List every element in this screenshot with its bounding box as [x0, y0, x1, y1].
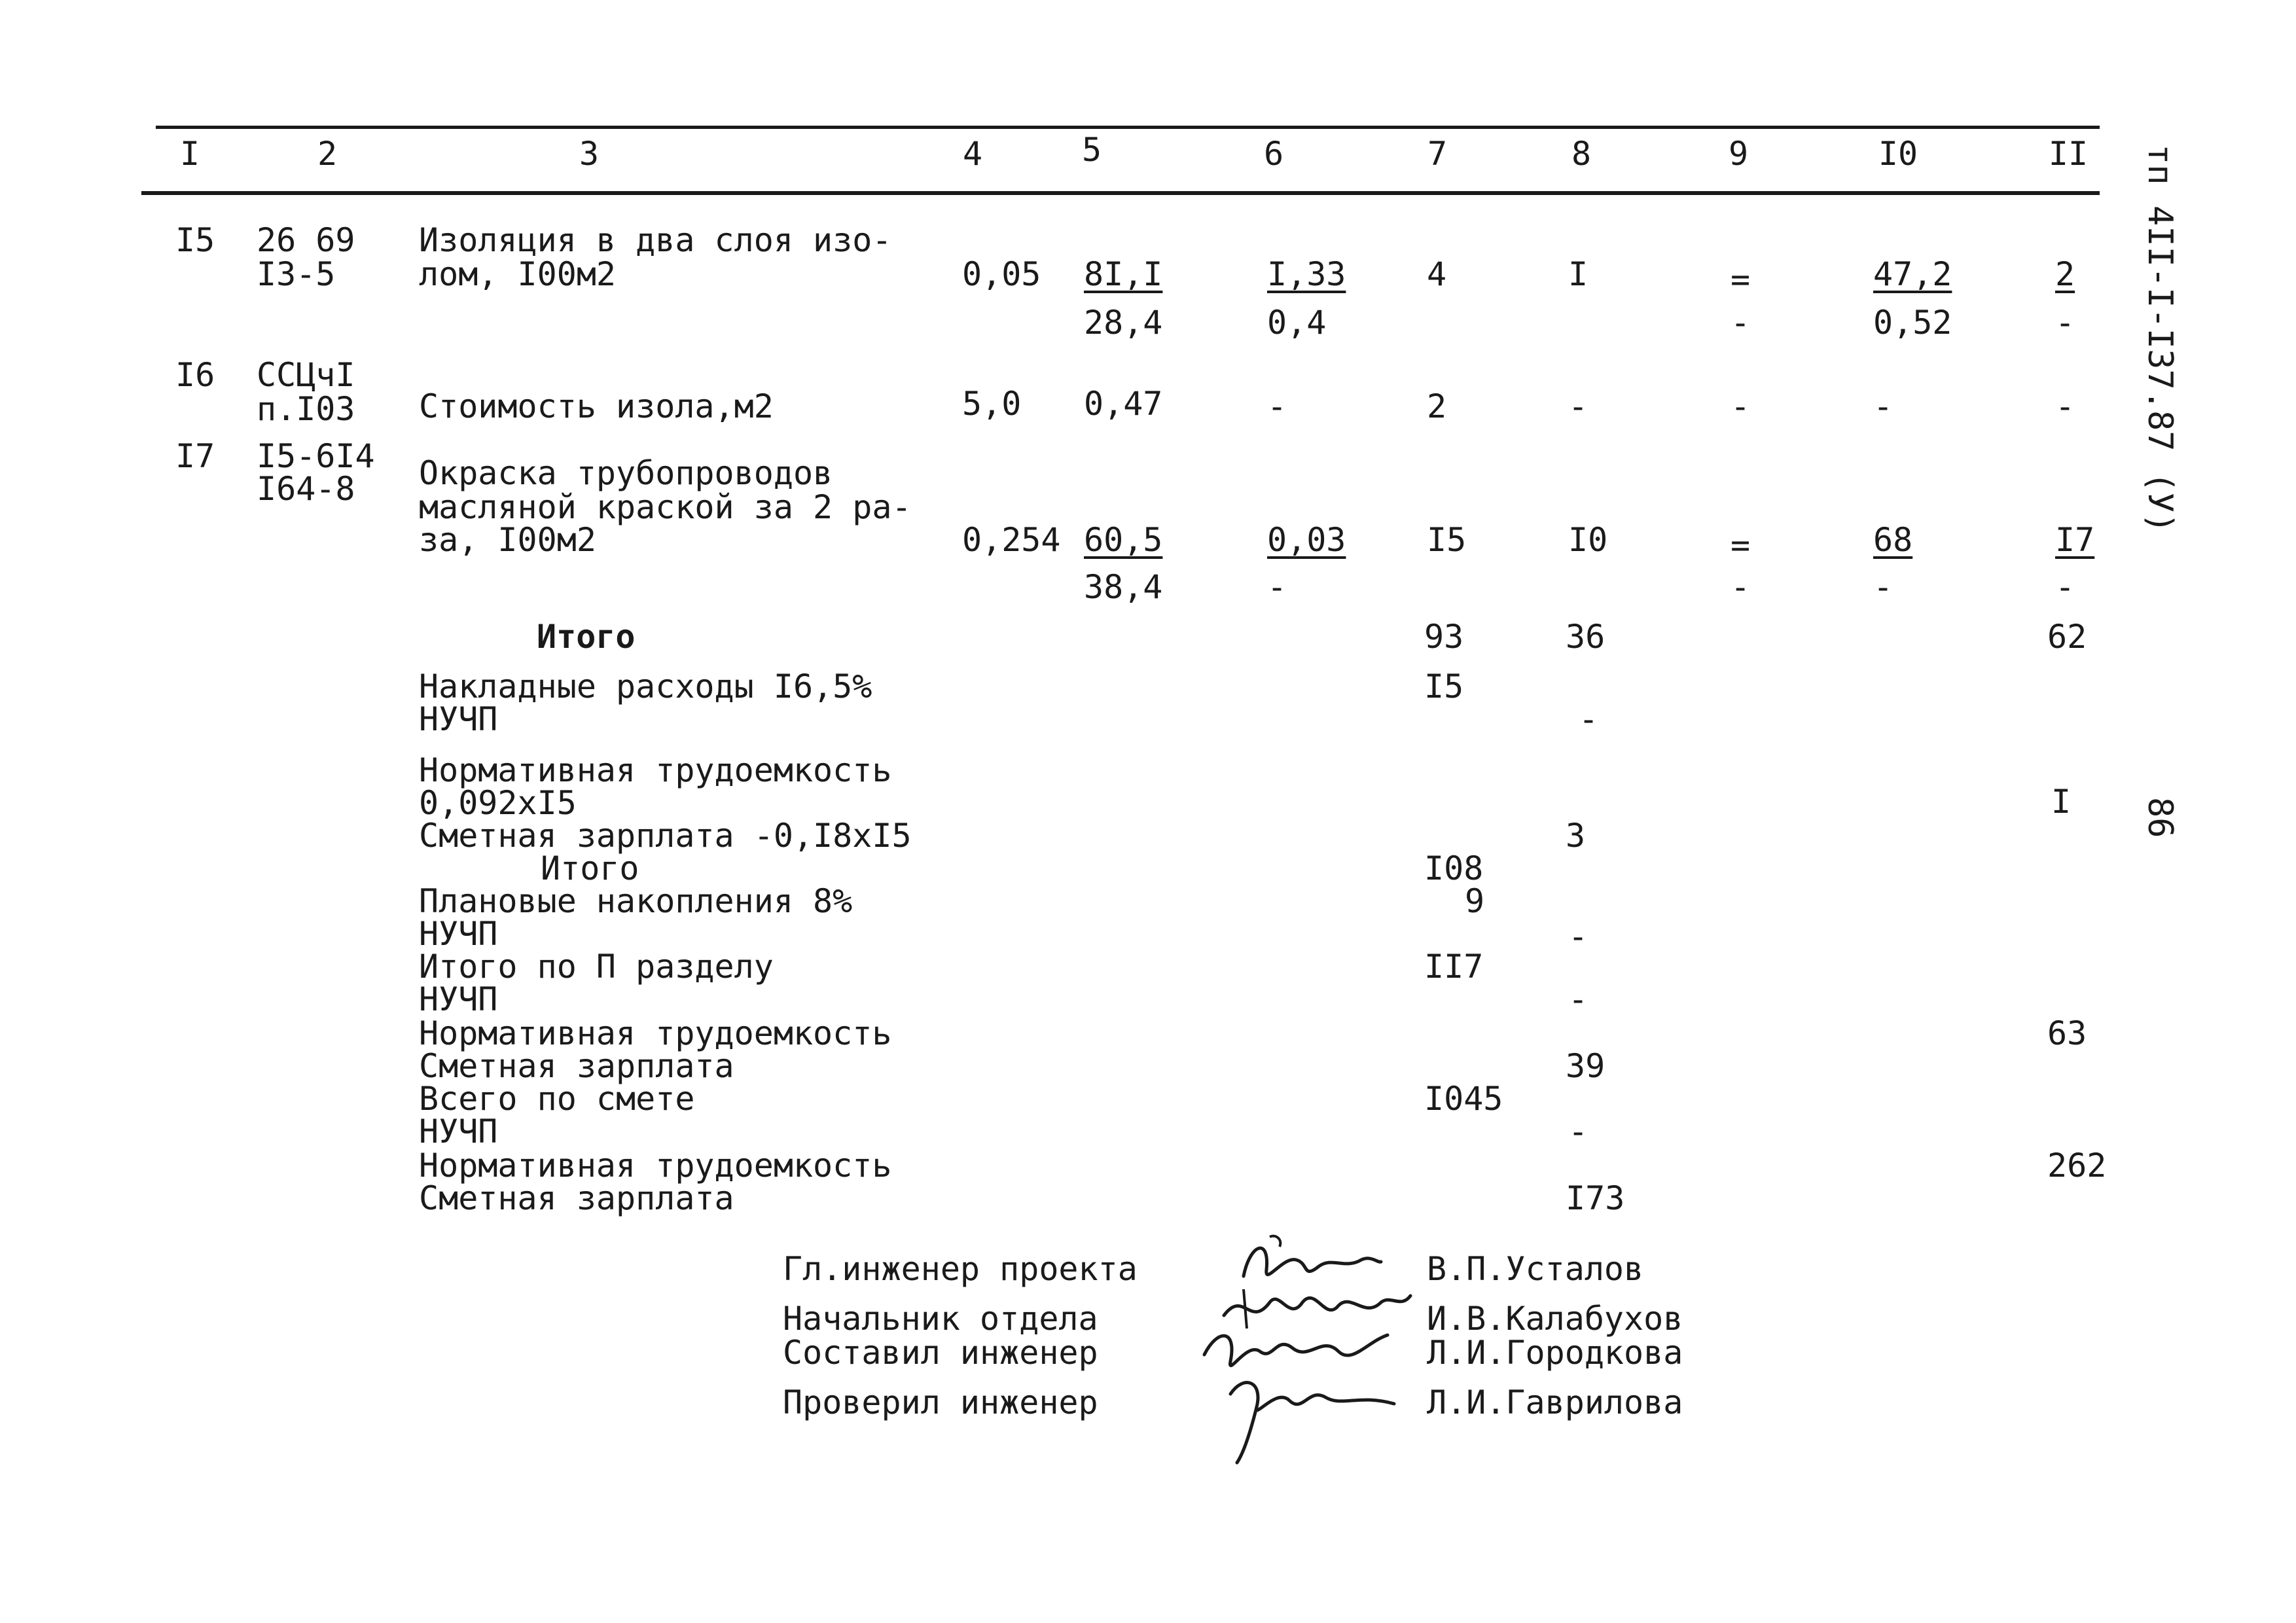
- overhead-label: Накладные расходы I6,5%: [419, 668, 872, 705]
- column-header: I0: [1878, 135, 1918, 173]
- nuchp-value: -: [1568, 1113, 1588, 1150]
- column-header: 7: [1427, 135, 1448, 173]
- signature-role: Начальник отдела: [783, 1300, 1098, 1338]
- page-number: 86: [2140, 797, 2179, 838]
- estimated-wage-value: 39: [1566, 1047, 1605, 1085]
- labor-norm-formula: 0,092хI5: [419, 784, 577, 822]
- labor-unit: -: [1873, 387, 1893, 425]
- grand-total-value: I045: [1424, 1080, 1503, 1118]
- signatory-name: В.П.Усталов: [1427, 1250, 1644, 1288]
- nuchp-label: НУЧП: [419, 700, 498, 738]
- signatory-name: И.В.Калабухов: [1427, 1300, 1683, 1338]
- overhead-cost: I5: [1424, 668, 1464, 705]
- column-header: 9: [1728, 135, 1749, 173]
- labor-total: I7: [2055, 521, 2095, 559]
- unit-wage: 38,4: [1084, 568, 1163, 606]
- unit-wage: 28,4: [1084, 304, 1163, 342]
- labor-norm-label: Нормативная трудоемкость: [419, 1014, 892, 1052]
- work-description: Изоляция в два слоя изо-: [419, 221, 892, 259]
- labor-unit: 47,2: [1873, 255, 1952, 293]
- nuchp-value: -: [1568, 918, 1588, 955]
- top-rule: [156, 126, 2100, 129]
- unit-cost: 60,5: [1084, 521, 1163, 559]
- column-header: 3: [579, 135, 600, 173]
- section-total-value: II7: [1424, 948, 1484, 986]
- column-header: 8: [1571, 135, 1592, 173]
- estimated-wage-label: Сметная зарплата -0,I8хI5: [419, 817, 912, 855]
- nuchp-label: НУЧП: [419, 915, 498, 953]
- signature-role: Гл.инженер проекта: [783, 1250, 1138, 1288]
- nuchp-value: -: [1579, 700, 1599, 738]
- column-header: 5: [1081, 131, 1102, 169]
- signature-role: Проверил инженер: [783, 1383, 1098, 1421]
- estimated-wage-value: 3: [1566, 817, 1586, 855]
- norm-code: п.I03: [257, 390, 355, 428]
- column-header: I: [179, 135, 200, 173]
- labor-norm-value: 63: [2047, 1014, 2087, 1052]
- unit-machine-cost: -: [1267, 387, 1287, 425]
- work-description: лом, I00м2: [419, 255, 617, 293]
- column-header: 2: [317, 135, 338, 173]
- norm-code: 26 69: [257, 221, 355, 259]
- unit-cost: 0,47: [1084, 385, 1163, 423]
- row-number: I6: [175, 356, 215, 394]
- work-description: за, I00м2: [419, 521, 596, 559]
- quantity: 0,254: [962, 521, 1061, 559]
- row-number: I5: [175, 221, 215, 259]
- nuchp-value: -: [1568, 980, 1588, 1018]
- planned-savings-label: Плановые накопления 8%: [419, 882, 853, 920]
- unit-machine-cost: 0,03: [1267, 521, 1346, 559]
- column-header: II: [2048, 135, 2089, 173]
- column-header: 6: [1263, 135, 1284, 173]
- header-bottom-rule: [141, 191, 2100, 195]
- unit-machine-wage: 0,4: [1267, 304, 1327, 342]
- norm-code: I64-8: [257, 470, 355, 508]
- machine-wage-total: -: [1731, 568, 1751, 606]
- work-description: масляной краской за 2 ра-: [419, 488, 912, 526]
- signatory-name: Л.И.Городкова: [1427, 1334, 1683, 1372]
- labor-total-machine: -: [2055, 568, 2075, 606]
- machine-total: =: [1731, 526, 1751, 564]
- labor-unit-machine: -: [1873, 568, 1893, 606]
- total-cost: 2: [1427, 387, 1447, 425]
- total-wage: I: [1568, 255, 1588, 293]
- section-total-label: Итого по П разделу: [419, 948, 774, 986]
- estimated-wage-value: I73: [1566, 1179, 1625, 1217]
- work-description: Стоимость изола,м2: [419, 387, 774, 425]
- norm-code: I3-5: [257, 255, 336, 293]
- handwritten-signature: [1217, 1368, 1401, 1466]
- row-number: I7: [175, 437, 215, 475]
- labor-unit: 68: [1873, 521, 1913, 559]
- document-code: тп 4II-I-I37.87 (У): [2140, 144, 2179, 533]
- labor-unit-machine: 0,52: [1873, 304, 1952, 342]
- total-cost: I5: [1427, 521, 1467, 559]
- quantity: 0,05: [962, 255, 1041, 293]
- labor-norm-label: Нормативная трудоемкость: [419, 1147, 892, 1185]
- work-description: Окраска трубопроводов: [419, 454, 833, 492]
- labor-total: -: [2055, 387, 2075, 425]
- machine-total: -: [1731, 387, 1751, 425]
- grand-total-label: Всего по смете: [419, 1080, 695, 1118]
- unit-machine-wage: -: [1267, 568, 1287, 606]
- total-wage: I0: [1568, 521, 1608, 559]
- labor-total-machine: -: [2055, 304, 2075, 342]
- machine-total: =: [1731, 260, 1751, 298]
- estimated-wage-label: Сметная зарплата: [419, 1047, 734, 1085]
- norm-code: ССЦчI: [257, 356, 355, 394]
- planned-savings-value: 9: [1465, 882, 1485, 920]
- subtotal-label: Итого: [537, 618, 636, 656]
- unit-machine-cost: I,33: [1267, 255, 1346, 293]
- total-cost: 4: [1427, 255, 1447, 293]
- labor-total: 2: [2055, 255, 2075, 293]
- signatory-name: Л.И.Гаврилова: [1427, 1383, 1683, 1421]
- norm-code: I5-6I4: [257, 437, 375, 475]
- subtotal-cost: I08: [1424, 849, 1484, 887]
- total-wage: -: [1568, 387, 1588, 425]
- estimated-wage-label: Сметная зарплата: [419, 1179, 734, 1217]
- labor-norm-label: Нормативная трудоемкость: [419, 751, 892, 789]
- subtotal-wage: 36: [1566, 618, 1605, 656]
- column-header: 4: [962, 135, 983, 173]
- machine-wage-total: -: [1731, 304, 1751, 342]
- labor-norm-value: 262: [2047, 1147, 2107, 1185]
- subtotal-labor: 62: [2047, 618, 2087, 656]
- subtotal-cost: 93: [1424, 618, 1464, 656]
- nuchp-label: НУЧП: [419, 1113, 498, 1150]
- signature-role: Составил инженер: [783, 1334, 1098, 1372]
- nuchp-label: НУЧП: [419, 980, 498, 1018]
- subtotal-label: Итого: [541, 849, 639, 887]
- quantity: 5,0: [962, 385, 1022, 423]
- unit-cost: 8I,I: [1084, 255, 1163, 293]
- labor-norm-value: I: [2051, 783, 2072, 821]
